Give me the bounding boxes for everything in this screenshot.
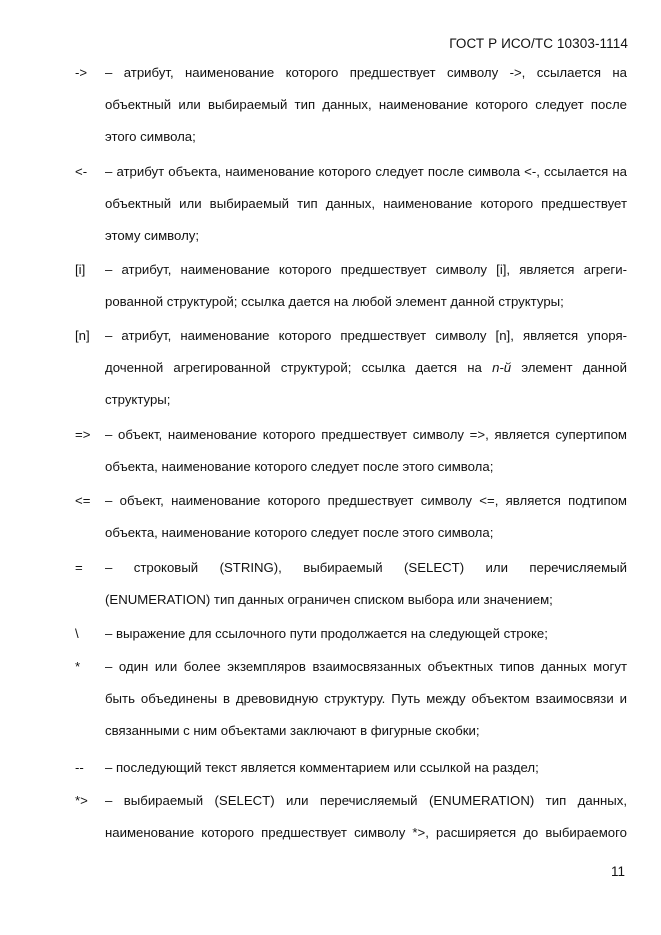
definition-entry-comment: [75, 752, 627, 784]
definition-entry-index-i: [75, 254, 627, 318]
entry-text: – выбираемый (SELECT) или перечисляемый (ENUMERATION) тип данных, наименование которого предшествует символу *>, расширяется до выбираемого: [105, 793, 627, 840]
entry-symbol: [i]: [75, 262, 86, 277]
definition-entry-asterisk: [75, 651, 627, 747]
entry-text: – объект, наименование которого предшествует символу <=, является подтипом объекта, наименование которого следует после этого символа;: [105, 493, 627, 540]
entry-text-italic: n-й: [492, 360, 512, 375]
entry-text: – атрибут объекта, наименование которого следует после символа <-, ссылается на объектный или выбираемый тип данных, наименование которого предшествует этому символу;: [105, 164, 627, 243]
entry-text: – атрибут, наименование которого предшествует символу ->, ссылается на объектный или выбираемый тип данных, наименование которого следует после этого символа;: [105, 65, 627, 144]
definition-entry-subtype: [75, 485, 627, 549]
entry-text: – последующий текст является комментарием или ссылкой на раздел;: [105, 760, 539, 775]
entry-text-part: – атрибут, наименование которого предшествует символу [n], является упоря-доченной агрегированной структурой; ссылка дается на: [105, 328, 627, 375]
definition-entry-supertype: [75, 419, 627, 483]
entry-text: – выражение для ссылочного пути продолжается на следующей строке;: [105, 626, 548, 641]
entry-symbol: =: [75, 560, 83, 575]
entry-text: – один или более экземпляров взаимосвязанных объектных типов данных могут быть объединены в древовидную структуру. Путь между объектом взаимосвязи и связанными с ним объектами заключают в фигурные скобки;: [105, 659, 627, 738]
document-header: ГОСТ Р ИСО/ТС 10303-1114: [449, 36, 628, 51]
definition-entry-extension: [75, 785, 627, 849]
page-number: 11: [610, 864, 625, 879]
entry-symbol: <-: [75, 164, 88, 179]
entry-text-part: элемент данной структуры;: [105, 360, 627, 407]
entry-symbol: <=: [75, 493, 91, 508]
definition-entry-arrow-right: [75, 57, 627, 153]
definition-entry-backslash: [75, 618, 627, 650]
entry-symbol: =>: [75, 427, 91, 442]
entry-text: – строковый (STRING), выбираемый (SELECT) или перечисляемый (ENUMERATION) тип данных ограничен списком выбора или значением;: [105, 560, 627, 607]
entry-symbol: [n]: [75, 328, 90, 343]
entry-symbol: --: [75, 760, 84, 775]
entry-text: – атрибут, наименование которого предшествует символу [i], является агреги-рованной структурой; ссылка дается на любой элемент данной структуры;: [105, 262, 627, 309]
entry-symbol: \: [75, 626, 79, 641]
entry-text: – объект, наименование которого предшествует символу =>, является супертипом объекта, наименование которого следует после этого символа;: [105, 427, 627, 474]
definition-entry-index-n: [75, 320, 627, 416]
entry-symbol: ->: [75, 65, 88, 80]
definition-entry-equals: [75, 552, 627, 616]
entry-symbol: *: [75, 659, 81, 674]
entry-text: [105, 320, 627, 416]
entry-symbol: *>: [75, 793, 88, 808]
definition-entry-arrow-left: [75, 156, 627, 252]
